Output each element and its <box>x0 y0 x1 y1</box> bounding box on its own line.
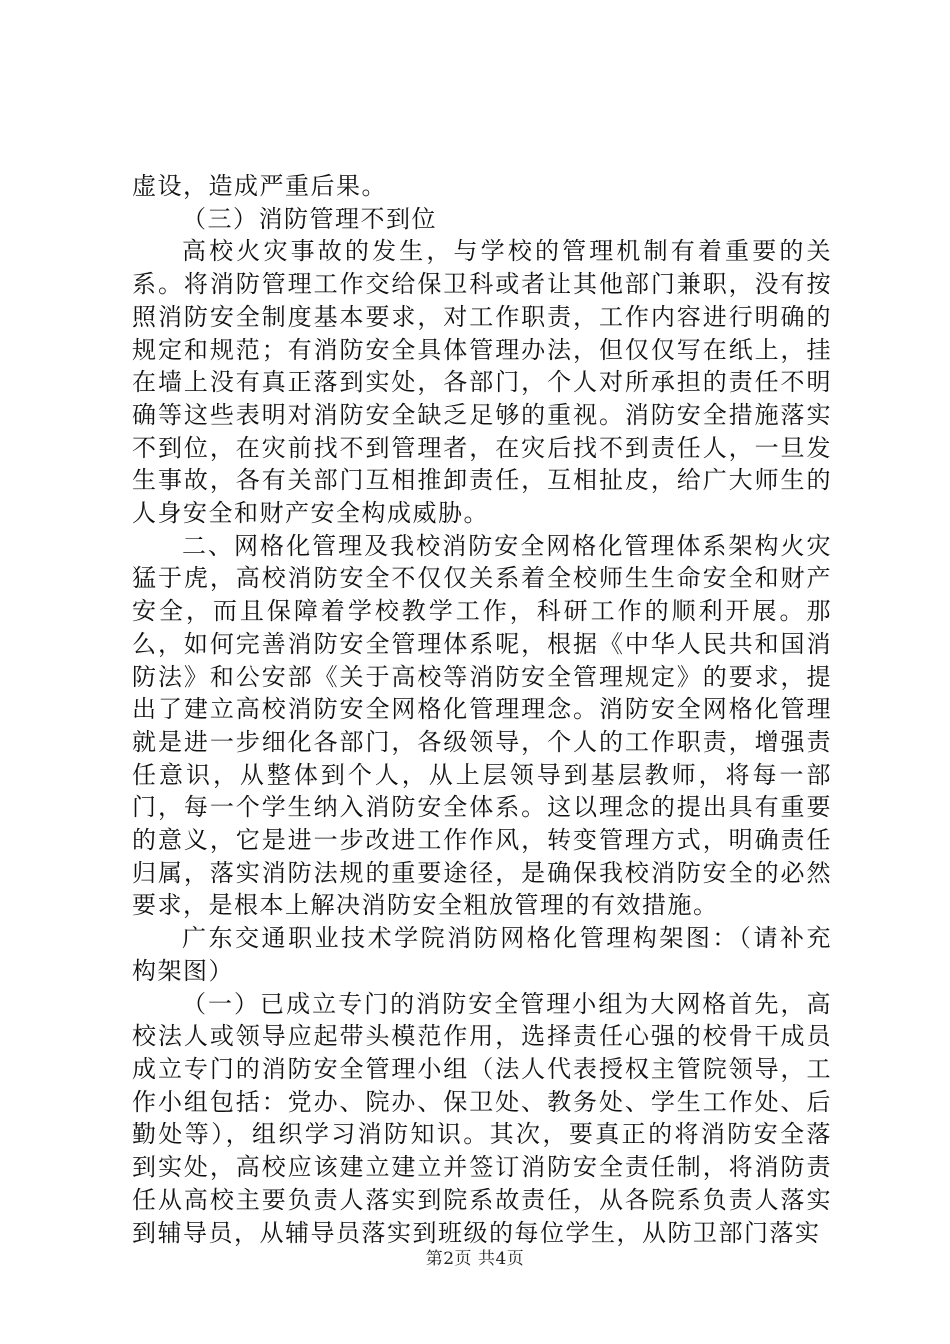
paragraph-framework-diagram-note: 广东交通职业技术学院消防网格化管理构架图：（请补充构架图） <box>132 924 832 985</box>
paragraph-fire-management: 高校火灾事故的发生，与学校的管理机制有着重要的关系。将消防管理工作交给保卫科或者让其他部门兼职，没有按照消防安全制度基本要求，对工作职责，工作内容进行明确的规定和规范；有消防安全具体管理办法，但仅仅写在纸上，挂在墙上没有真正落到实处，各部门，个人对所承担的责任不明确等这些表明对消防安全缺乏足够的重视。消防安全措施落实不到位，在灾前找不到管理者，在灾后找不到责任人，一旦发生事故，各有关部门互相推卸责任，互相扯皮，给广大师生的人身安全和财产安全构成威胁。 <box>132 237 832 528</box>
section-heading-3: （三）消防管理不到位 <box>182 204 437 233</box>
paragraph-grid-management: 二、网格化管理及我校消防安全网格化管理体系架构火灾猛于虎，高校消防安全不仅仅关系着全校师生生命安全和财产安全，而且保障着学校教学工作，科研工作的顺利开展。那么，如何完善消防安全管理体系呢，根据《中华人民共和国消防法》和公安部《关于高校等消防安全管理规定》的要求，提出了建立高校消防安全网格化管理理念。消防安全网格化管理就是进一步细化各部门，各级领导，个人的工作职责，增强责任意识，从整体到个人，从上层领导到基层教师，将每一部门，每一个学生纳入消防安全体系。这以理念的提出具有重要的意义，它是进一步改进工作作风，转变管理方式，明确责任归属，落实消防法规的重要途径，是确保我校消防安全的必然要求，是根本上解决消防安全粗放管理的有效措施。 <box>132 531 832 920</box>
page-number-footer: 第2页 共4页 <box>425 1249 525 1269</box>
document-body <box>132 170 832 1249</box>
paragraph-continuation: 虚设，造成严重后果。 <box>132 172 387 200</box>
paragraph-management-group: （一）已成立专门的消防安全管理小组为大网格首先，高校法人或领导应起带头模范作用，选择责任心强的校骨干成员成立专门的消防安全管理小组（法人代表授权主管院领导，工作小组包括：党办、院办、保卫处、教务处、学生工作处、后勤处等），组织学习消防知识。其次，要真正的将消防安全落到实处，高校应该建立建立并签订消防安全责任制，将消防责任从高校主要负责人落实到院系故责任，从各院系负责人落实到辅导员，从辅导员落实到班级的每位学生，从防卫部门落实 <box>132 989 832 1247</box>
